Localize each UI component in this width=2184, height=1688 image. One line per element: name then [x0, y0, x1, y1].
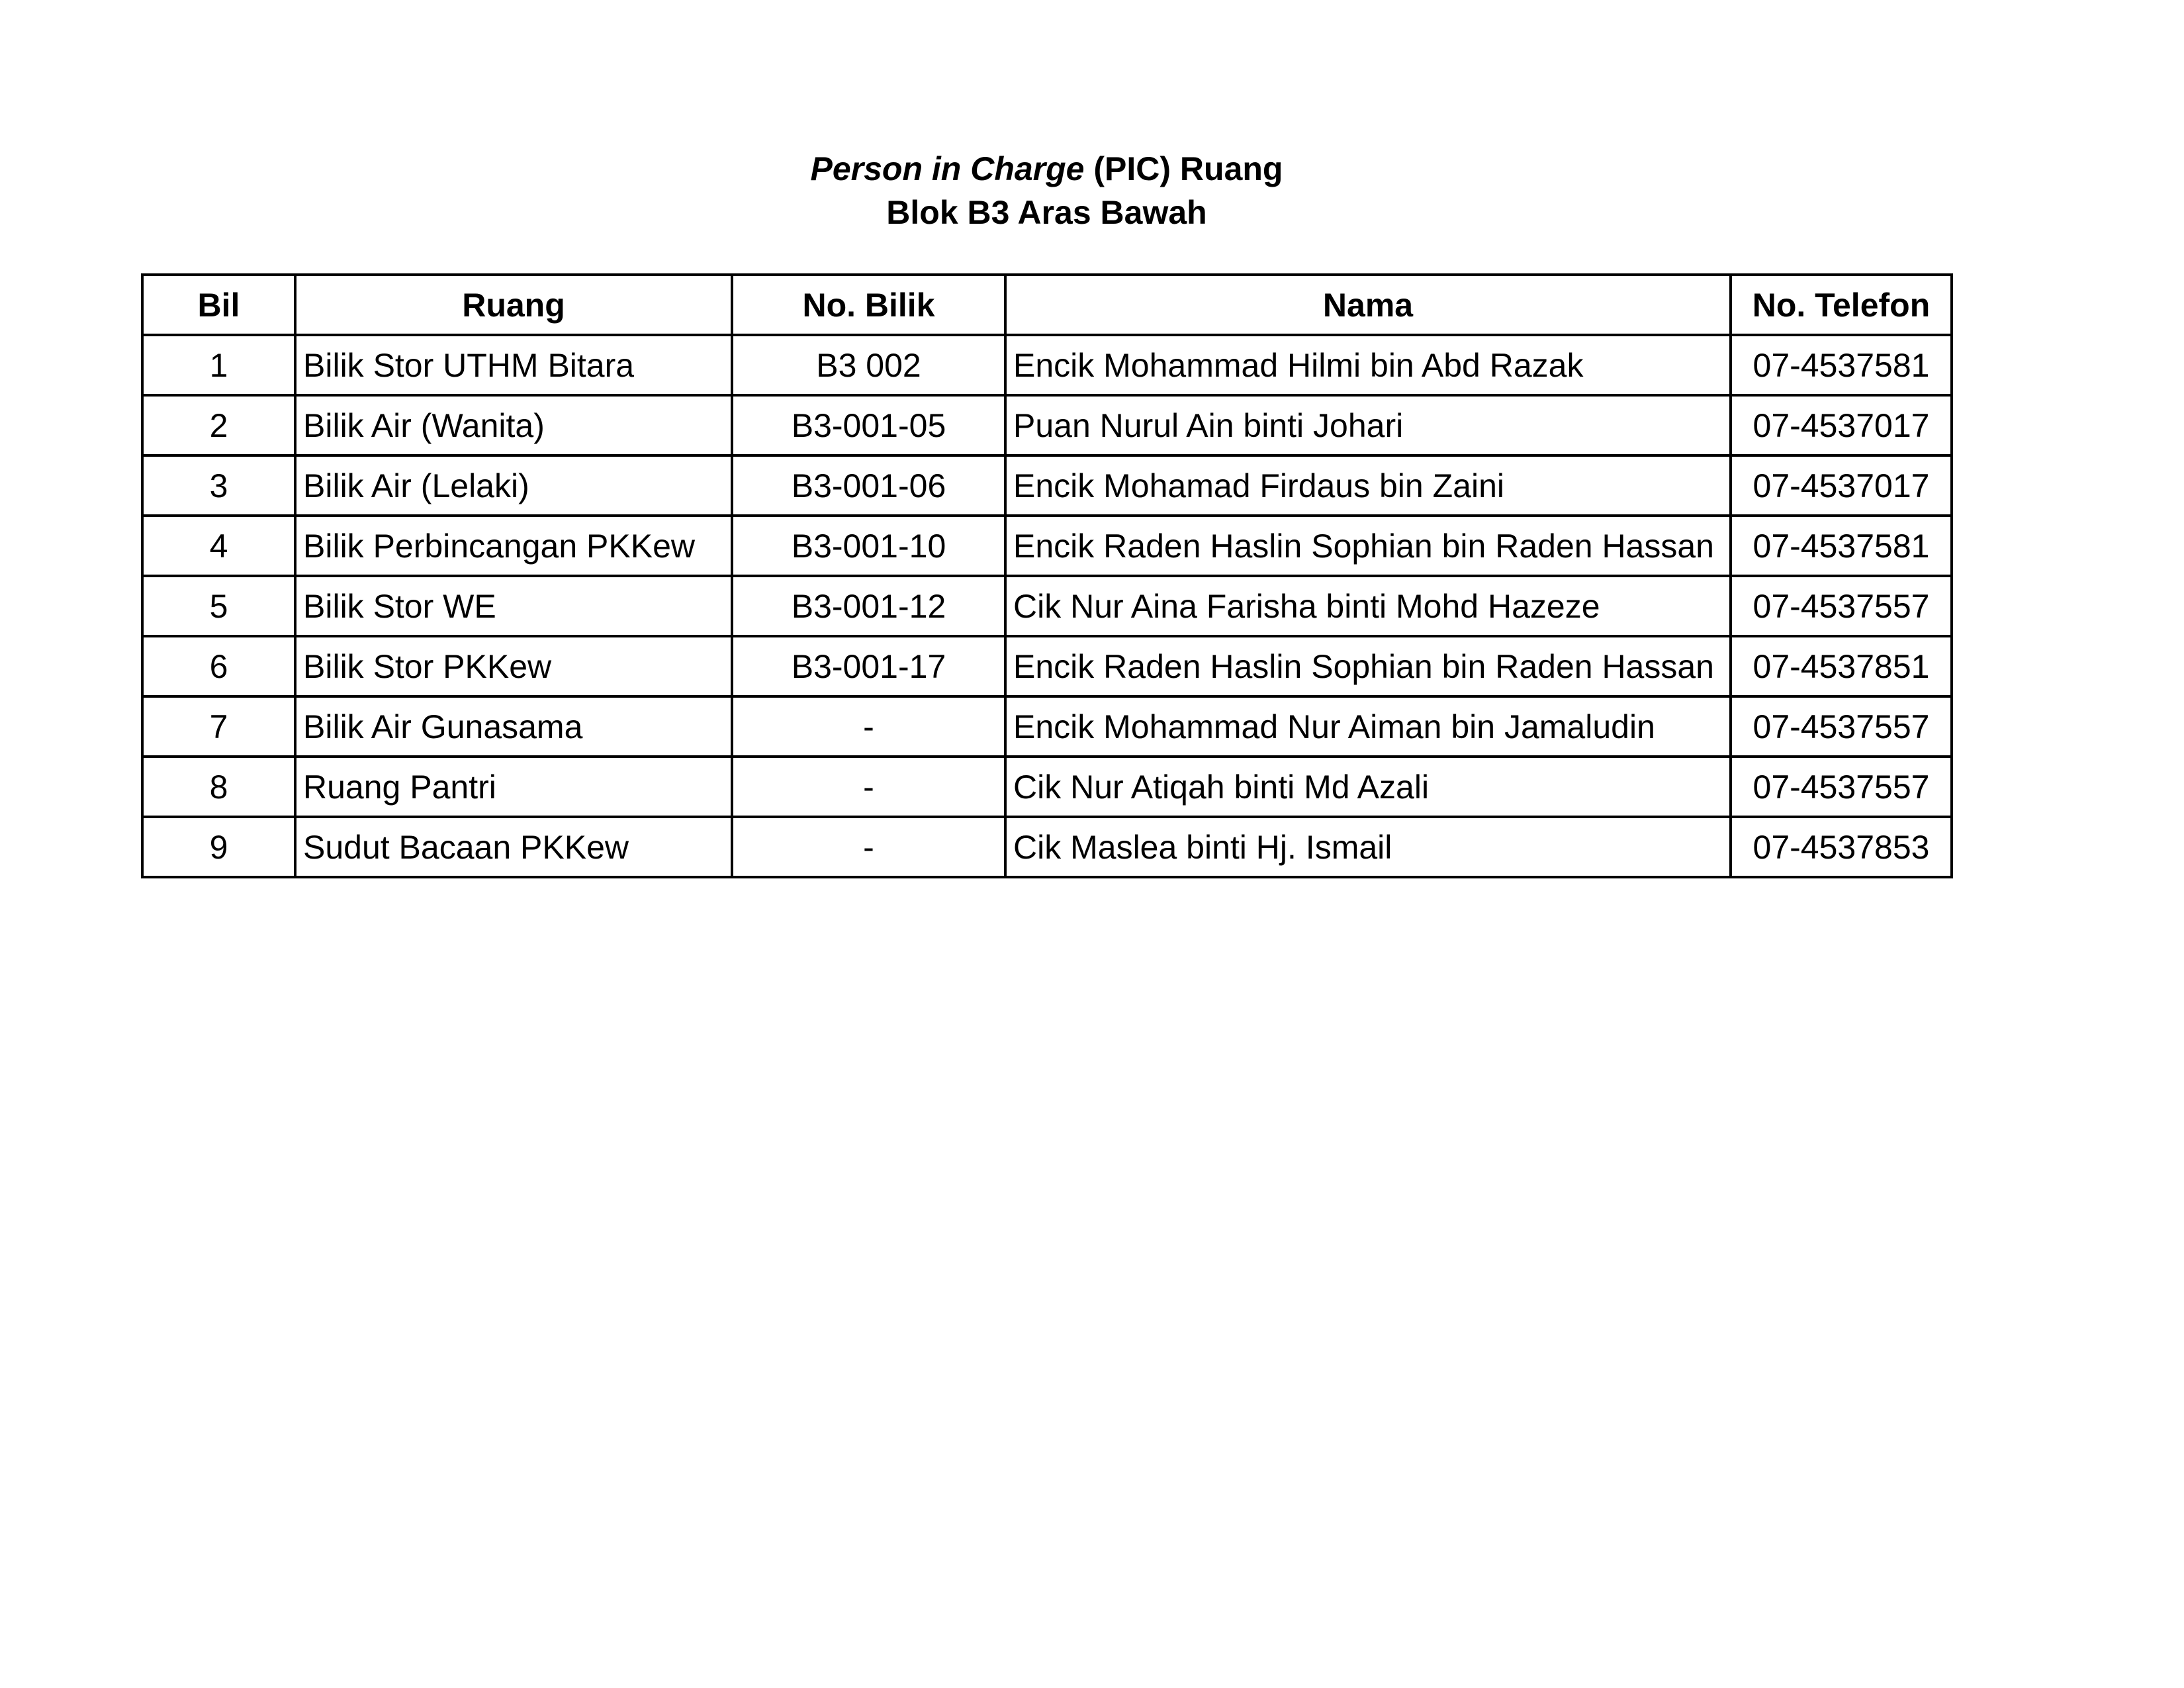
header-no-bilik: No. Bilik — [732, 275, 1005, 335]
cell-nama: Encik Mohamad Firdaus bin Zaini — [1005, 455, 1731, 516]
cell-nama: Encik Mohammad Nur Aiman bin Jamaludin — [1005, 696, 1731, 757]
cell-no-telefon: 07-4537581 — [1731, 516, 1952, 576]
cell-no-bilik: - — [732, 696, 1005, 757]
cell-no-telefon: 07-4537557 — [1731, 696, 1952, 757]
title-italic-text: Person in Charge — [810, 150, 1085, 187]
cell-bil: 5 — [142, 576, 295, 636]
document-title — [0, 147, 2093, 234]
cell-no-telefon: 07-4537557 — [1731, 757, 1952, 817]
table-row — [142, 576, 1952, 636]
cell-no-bilik: B3-001-17 — [732, 636, 1005, 696]
header-nama: Nama — [1005, 275, 1731, 335]
cell-bil: 3 — [142, 455, 295, 516]
cell-ruang: Ruang Pantri — [295, 757, 732, 817]
cell-no-telefon: 07-4537853 — [1731, 817, 1952, 877]
cell-no-telefon: 07-4537017 — [1731, 395, 1952, 455]
cell-no-bilik: B3-001-06 — [732, 455, 1005, 516]
cell-nama: Cik Maslea binti Hj. Ismail — [1005, 817, 1731, 877]
cell-no-bilik: - — [732, 757, 1005, 817]
cell-ruang: Bilik Air (Lelaki) — [295, 455, 732, 516]
pic-table — [141, 273, 1953, 878]
cell-no-bilik: B3-001-12 — [732, 576, 1005, 636]
cell-ruang: Bilik Stor UTHM Bitara — [295, 335, 732, 395]
table-row — [142, 516, 1952, 576]
table-row — [142, 395, 1952, 455]
table-row — [142, 335, 1952, 395]
table-row — [142, 636, 1952, 696]
cell-no-bilik: - — [732, 817, 1005, 877]
table-row — [142, 757, 1952, 817]
cell-nama: Encik Raden Haslin Sophian bin Raden Hassan — [1005, 516, 1731, 576]
cell-bil: 8 — [142, 757, 295, 817]
cell-bil: 7 — [142, 696, 295, 757]
cell-nama: Cik Nur Atiqah binti Md Azali — [1005, 757, 1731, 817]
table-header-row — [142, 275, 1952, 335]
header-ruang: Ruang — [295, 275, 732, 335]
table-row — [142, 455, 1952, 516]
cell-bil: 1 — [142, 335, 295, 395]
cell-bil: 6 — [142, 636, 295, 696]
cell-no-telefon: 07-4537581 — [1731, 335, 1952, 395]
cell-bil: 4 — [142, 516, 295, 576]
table-body — [142, 335, 1952, 877]
subtitle: Blok B3 Aras Bawah — [886, 194, 1207, 231]
cell-no-bilik: B3-001-10 — [732, 516, 1005, 576]
cell-no-telefon: 07-4537851 — [1731, 636, 1952, 696]
cell-ruang: Bilik Air Gunasama — [295, 696, 732, 757]
cell-ruang: Bilik Stor PKKew — [295, 636, 732, 696]
cell-no-telefon: 07-4537017 — [1731, 455, 1952, 516]
cell-bil: 9 — [142, 817, 295, 877]
cell-bil: 2 — [142, 395, 295, 455]
table-row — [142, 696, 1952, 757]
table-row — [142, 817, 1952, 877]
title-line-1 — [0, 147, 2093, 191]
cell-no-telefon: 07-4537557 — [1731, 576, 1952, 636]
cell-nama: Encik Mohammad Hilmi bin Abd Razak — [1005, 335, 1731, 395]
cell-ruang: Bilik Perbincangan PKKew — [295, 516, 732, 576]
cell-nama: Cik Nur Aina Farisha binti Mohd Hazeze — [1005, 576, 1731, 636]
cell-ruang: Sudut Bacaan PKKew — [295, 817, 732, 877]
cell-ruang: Bilik Stor WE — [295, 576, 732, 636]
title-rest-text: (PIC) Ruang — [1084, 150, 1283, 187]
cell-nama: Encik Raden Haslin Sophian bin Raden Hassan — [1005, 636, 1731, 696]
cell-no-bilik: B3 002 — [732, 335, 1005, 395]
header-bil: Bil — [142, 275, 295, 335]
cell-nama: Puan Nurul Ain binti Johari — [1005, 395, 1731, 455]
header-no-telefon: No. Telefon — [1731, 275, 1952, 335]
cell-no-bilik: B3-001-05 — [732, 395, 1005, 455]
cell-ruang: Bilik Air (Wanita) — [295, 395, 732, 455]
